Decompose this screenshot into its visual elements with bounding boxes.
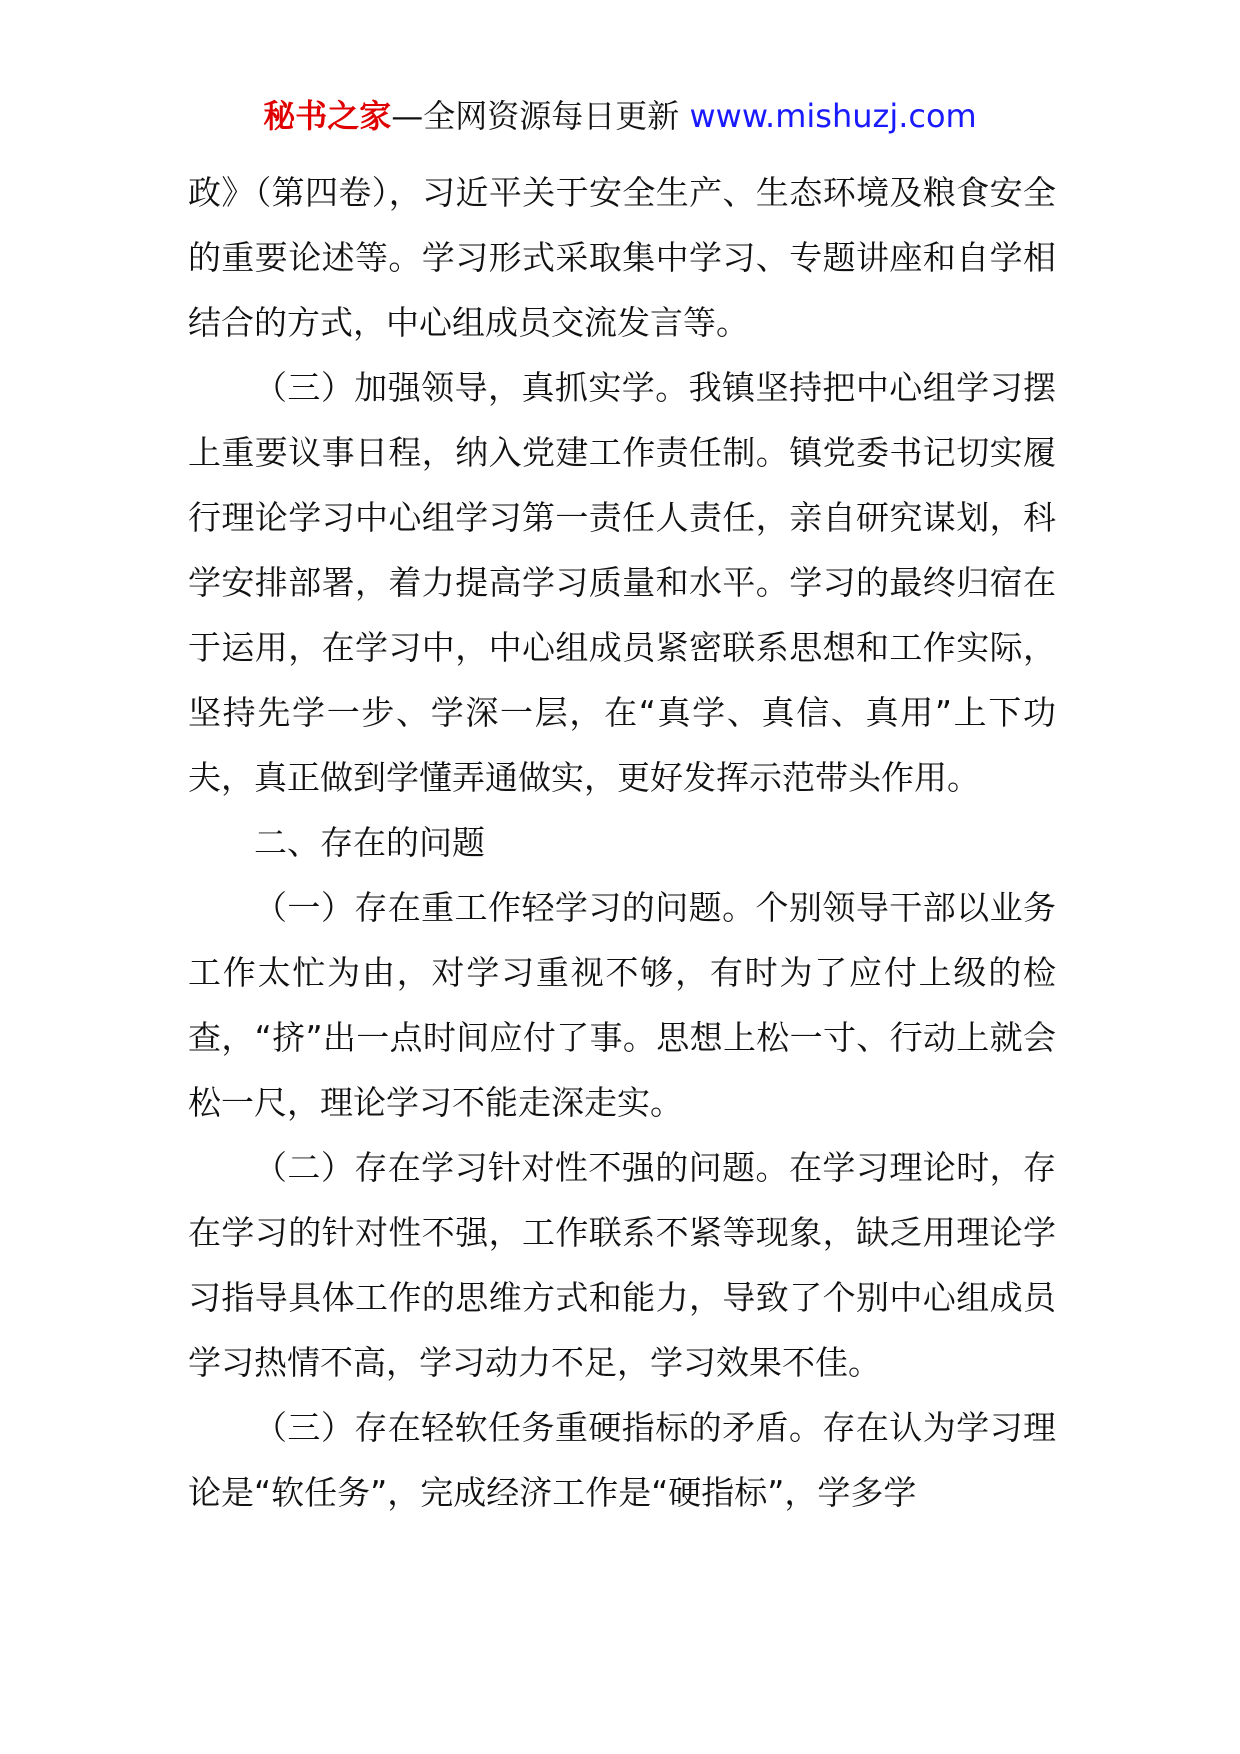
paragraph-problem-1: （一）存在重工作轻学习的问题。个别领导干部以业务工作太忙为由，对学习重视不够，有时为了应付上级的检查，“挤”出一点时间应付了事。思想上松一寸、行动上就会松一尺，理论学习不能走深走实。	[188, 888, 1056, 1122]
brand-name: 秘书之家	[263, 97, 392, 135]
paragraph-leadership: （三）加强领导，真抓实学。我镇坚持把中心组学习摆上重要议事日程，纳入党建工作责任制。镇党委书记切实履行理论学习中心组学习第一责任人责任，亲自研究谋划，科学安排部署，着力提高学习质量和水平。学习的最终归宿在于运用，在学习中，中心组成员紧密联系思想和工作实际，坚持先学一步、学深一层，在“真学、真信、真用”上下功夫，真正做到学懂弄通做实，更好发挥示范带头作用。	[188, 368, 1056, 797]
document-body	[188, 160, 1056, 1525]
header-tagline: —全网资源每日更新	[391, 97, 690, 135]
website-link[interactable]: www.mishuzj.com	[689, 97, 977, 135]
paragraph-continuation: 政》（第四卷），习近平关于安全生产、生态环境及粮食安全的重要论述等。学习形式采取集中学习、专题讲座和自学相结合的方式，中心组成员交流发言等。	[188, 173, 1056, 342]
page-header	[0, 96, 1240, 136]
section-heading-problems: 二、存在的问题	[254, 823, 485, 862]
paragraph-problem-2: （二）存在学习针对性不强的问题。在学习理论时，存在学习的针对性不强，工作联系不紧等现象，缺乏用理论学习指导具体工作的思维方式和能力，导致了个别中心组成员学习热情不高，学习动力不足，学习效果不佳。	[188, 1148, 1056, 1382]
paragraph-problem-3: （三）存在轻软任务重硬指标的矛盾。存在认为学习理论是“软任务”，完成经济工作是“硬指标”，学多学	[188, 1408, 1056, 1512]
